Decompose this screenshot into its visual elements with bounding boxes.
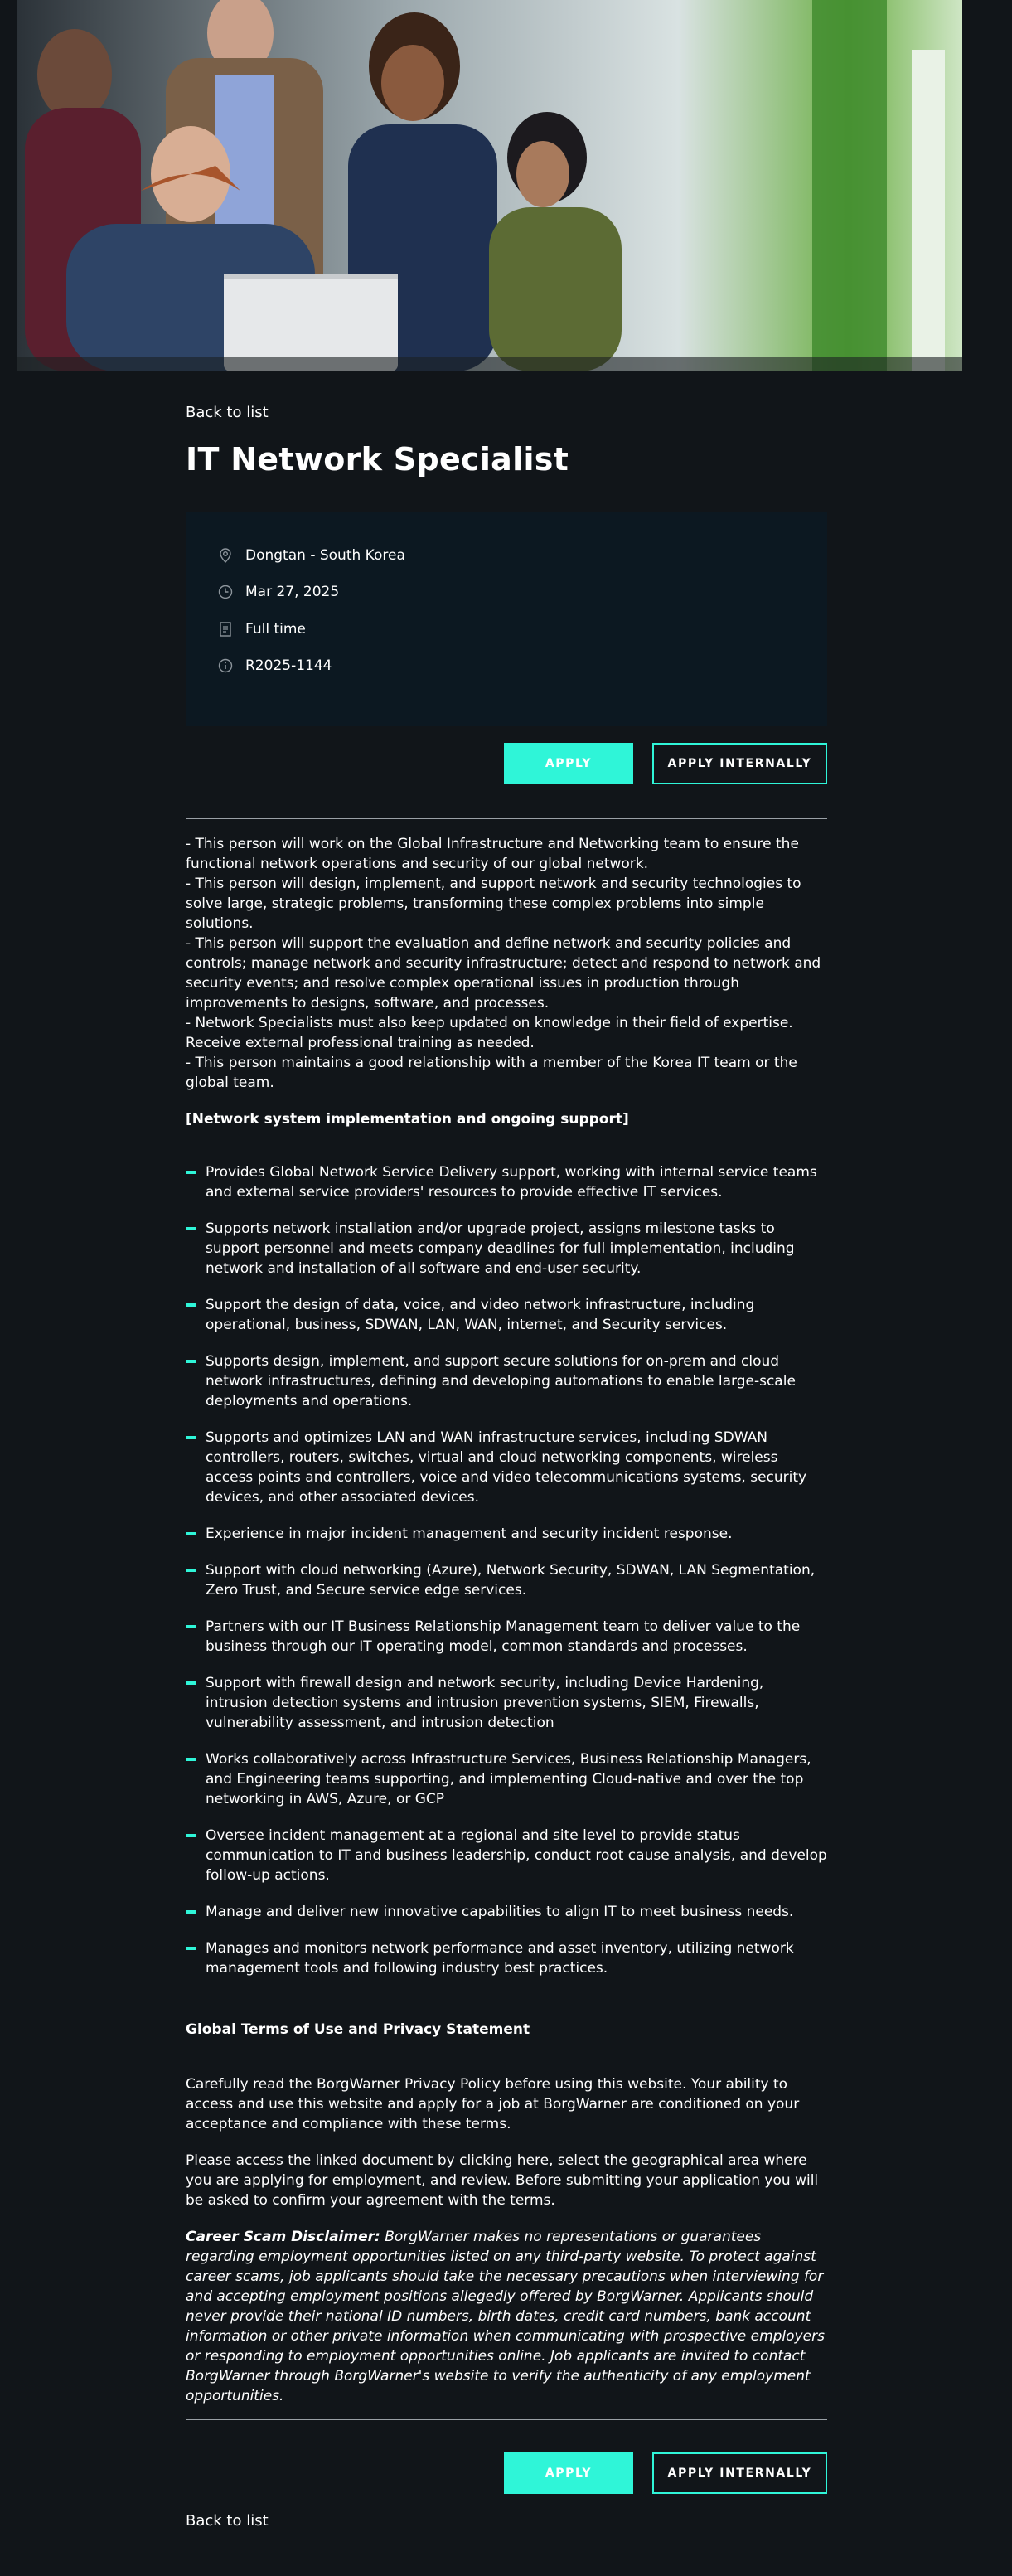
job-type-text: Full time bbox=[245, 621, 306, 638]
bullet-dash bbox=[186, 1625, 196, 1628]
date-text: Mar 27, 2025 bbox=[245, 584, 340, 600]
list-item: Partners with our IT Business Relationship Management team to deliver value to the business through our IT operating model, common standards and processes. bbox=[186, 1617, 827, 1657]
document-icon bbox=[217, 621, 234, 638]
intro-line: - Network Specialists must also keep updated on knowledge in their field of expertise. Receive external professional training as needed. bbox=[186, 1015, 793, 1051]
bullet-dash bbox=[186, 1532, 196, 1535]
job-title: IT Network Specialist bbox=[186, 441, 569, 478]
list-item: Support the design of data, voice, and video network infrastructure, including operational, business, SDWAN, LAN, WAN, internet, and Security services. bbox=[186, 1295, 827, 1335]
list-item: Oversee incident management at a regional and site level to provide status communication to IT and business leadership, conduct root cause analysis, and develop follow-up actions. bbox=[186, 1826, 827, 1885]
list-item: Supports and optimizes LAN and WAN infrastructure services, including SDWAN controllers, routers, switches, virtual and cloud networking components, wireless access points and controllers, voice and video telecommunications systems, security devices, and other associated devices. bbox=[186, 1428, 827, 1507]
location-pin-icon bbox=[217, 547, 234, 564]
bullet-dash bbox=[186, 1303, 196, 1307]
job-description bbox=[186, 834, 827, 2406]
bullet-dash bbox=[186, 1569, 196, 1572]
info-icon bbox=[217, 657, 234, 674]
intro-line: - This person will design, implement, and support network and security technologies to solve large, strategic problems, transforming these complex problems into simple solutions. bbox=[186, 876, 801, 932]
info-location bbox=[217, 546, 405, 565]
list-item: Provides Global Network Service Delivery support, working with internal service teams and external service providers' resources to provide effective IT services. bbox=[186, 1162, 827, 1202]
disclaimer-label: Career Scam Disclaimer: bbox=[186, 2229, 380, 2245]
list-item: Works collaboratively across Infrastructure Services, Business Relationship Managers, and Engineering teams supporting, and implementing Cloud-native and over the top networking in AWS, Azure, or GCP bbox=[186, 1749, 827, 1809]
bullet-dash bbox=[186, 1947, 196, 1950]
bullet-dash bbox=[186, 1171, 196, 1174]
divider-top bbox=[186, 818, 827, 819]
bullet-dash bbox=[186, 1436, 196, 1439]
bullet-dash bbox=[186, 1681, 196, 1685]
intro-line: - This person will work on the Global Infrastructure and Networking team to ensure the functional network operations and security of our global network. bbox=[186, 836, 799, 872]
list-item: Manage and deliver new innovative capabilities to align IT to meet business needs. bbox=[186, 1902, 827, 1922]
apply-internally-button-bottom[interactable]: APPLY INTERNALLY bbox=[652, 2452, 827, 2494]
back-to-list-link-bottom[interactable]: Back to list bbox=[186, 2512, 269, 2530]
back-to-list-link-top[interactable]: Back to list bbox=[186, 404, 269, 421]
terms-here-link[interactable]: here bbox=[516, 2152, 550, 2169]
bullet-dash bbox=[186, 1227, 196, 1230]
list-item: Experience in major incident management and security incident response. bbox=[186, 1524, 827, 1544]
hero-illustration bbox=[17, 0, 962, 371]
intro-line: - This person maintains a good relationship with a member of the Korea IT team or the global team. bbox=[186, 1055, 797, 1091]
divider-bottom bbox=[186, 2419, 827, 2420]
bullet-dash bbox=[186, 1834, 196, 1837]
list-item: Support with firewall design and network security, including Device Hardening, intrusion detection systems and intrusion prevention systems, SIEM, Firewalls, vulnerability assessment, and intrusion detection bbox=[186, 1673, 827, 1733]
clock-icon bbox=[217, 584, 234, 600]
bullet-dash bbox=[186, 1758, 196, 1761]
req-id-text: R2025-1144 bbox=[245, 657, 332, 674]
apply-button-top[interactable]: APPLY bbox=[504, 743, 633, 784]
list-item: Supports design, implement, and support secure solutions for on-prem and cloud network infrastructures, defining and developing automations to enable large-scale deployments and operations. bbox=[186, 1351, 827, 1411]
terms-heading: Global Terms of Use and Privacy Statement bbox=[186, 2021, 530, 2038]
responsibility-list bbox=[186, 1162, 827, 1978]
terms-paragraph-1: Carefully read the BorgWarner Privacy Policy before using this website. Your ability to access and use this website and apply for a job at BorgWarner are conditioned on your acceptance and compliance with these terms. bbox=[186, 2076, 800, 2132]
location-text: Dongtan - South Korea bbox=[245, 547, 405, 564]
hero-photo bbox=[17, 0, 962, 371]
job-info-box bbox=[186, 512, 827, 726]
apply-button-bottom[interactable]: APPLY bbox=[504, 2452, 633, 2494]
list-item: Support with cloud networking (Azure), Network Security, SDWAN, LAN Segmentation, Zero Trust, and Secure service edge services. bbox=[186, 1560, 827, 1600]
list-item: Supports network installation and/or upgrade project, assigns milestone tasks to support personnel and meets company deadlines for full implementation, including network and installation of all software and end-user security. bbox=[186, 1219, 827, 1278]
info-req-id bbox=[217, 656, 332, 676]
section-heading: [Network system implementation and ongoing support] bbox=[186, 1111, 629, 1128]
scam-disclaimer: Career Scam Disclaimer: BorgWarner makes no representations or guarantees regarding employment opportunities listed on any third-party website. To protect against career scams, job applicants should take the necessary precautions when interviewing for and accepting employment positions allegedly offered by BorgWarner. Applicants should never provide their national ID numbers, birth dates, credit card numbers, bank account information or other private information when communicating with prospective employers or responding to employment opportunities online. Job applicants are invited to contact BorgWarner through BorgWarner's website to verify the authenticity of any employment opportunities. bbox=[186, 2229, 825, 2404]
apply-internally-button-top[interactable]: APPLY INTERNALLY bbox=[652, 743, 827, 784]
terms-paragraph-2: Please access the linked document by clicking here, select the geographical area where you are applying for employment, and review. Before submitting your application you will be asked to confirm your agreement with the terms. bbox=[186, 2152, 819, 2209]
intro-line: - This person will support the evaluation and define network and security policies and controls; manage network and security infrastructure; detect and respond to network and security events; and resolve complex operational issues in production through improvements to designs, software, and processes. bbox=[186, 935, 821, 1011]
info-type bbox=[217, 619, 306, 639]
bullet-dash bbox=[186, 1910, 196, 1914]
intro-paragraph bbox=[186, 834, 827, 1093]
bullet-dash bbox=[186, 1360, 196, 1363]
info-date bbox=[217, 582, 339, 602]
list-item: Manages and monitors network performance and asset inventory, utilizing network management tools and following industry best practices. bbox=[186, 1938, 827, 1978]
